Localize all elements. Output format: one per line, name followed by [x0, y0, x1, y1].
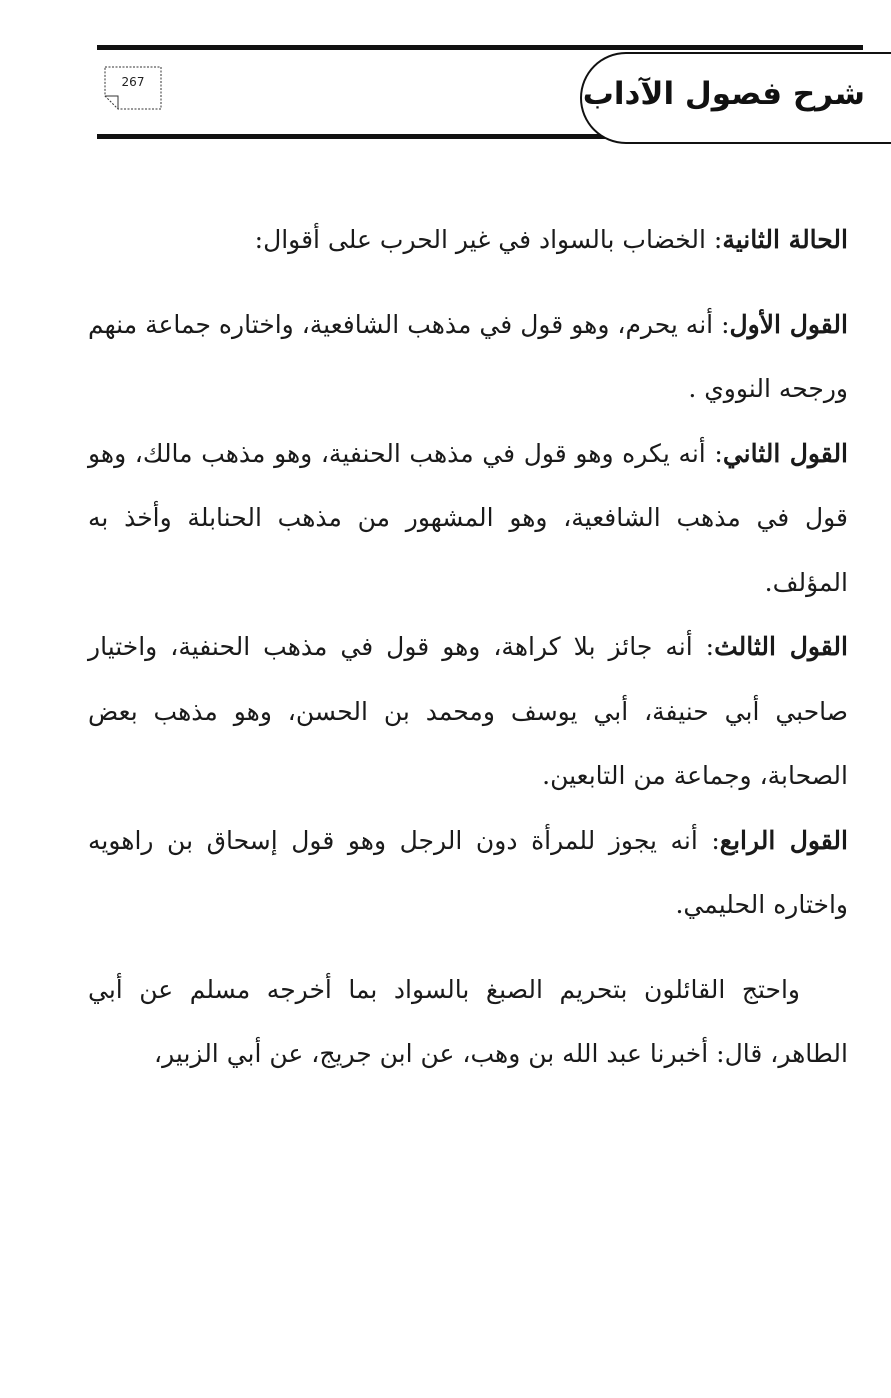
paragraph-lead: الحالة الثانية	[722, 225, 848, 254]
paragraph-opinion-one	[88, 293, 848, 422]
paragraph-evidence	[88, 958, 848, 1087]
paragraph-lead: القول الرابع	[719, 825, 848, 855]
paragraph-opinion-three	[88, 615, 848, 809]
book-title: شرح فصول الآداب	[582, 76, 865, 112]
paragraph-text: : أنه يكره وهو قول في مذهب الحنفية، وهو مذهب مالك، وهو قول في مذهب الشافعية، وهو المشهور من مذهب الحنابلة وأخذ به المؤلف.	[88, 438, 848, 597]
paragraph-text: : أنه جائز بلا كراهة، وهو قول في مذهب الحنفية، واختيار صاحبي أبي حنيفة، أبي يوسف ومحمد بن الحسن، وهو مذهب بعض الصحابة، وجماعة من التابعين.	[88, 632, 848, 790]
paragraph-text: واحتج القائلون بتحريم الصبغ بالسواد بما أخرجه مسلم عن أبي الطاهر، قال: أخبرنا عبد الله بن وهب، عن ابن جريج، عن أبي الزبير،	[88, 974, 848, 1068]
page-body	[88, 208, 848, 1087]
paragraph-lead: القول الثاني	[722, 438, 849, 468]
header-top-rule	[97, 45, 863, 50]
paragraph-lead: القول الأول	[729, 309, 848, 339]
paragraph-lead: القول الثالث	[714, 632, 848, 661]
paragraph-text: : أنه يجوز للمرأة دون الرجل وهو قول إسحاق بن راهويه واختاره الحليمي.	[88, 825, 848, 919]
paragraph-opinion-four	[88, 809, 848, 938]
paragraph-opinion-two	[88, 422, 848, 616]
paragraph-text: : الخضاب بالسواد في غير الحرب على أقوال:	[254, 225, 723, 254]
page-number: 267	[121, 75, 145, 89]
paragraph-case-two	[88, 208, 848, 273]
paragraph-text: : أنه يحرم، وهو قول في مذهب الشافعية، واختاره جماعة منهم ورجحه النووي .	[88, 309, 848, 403]
page-number-tag	[104, 66, 162, 110]
